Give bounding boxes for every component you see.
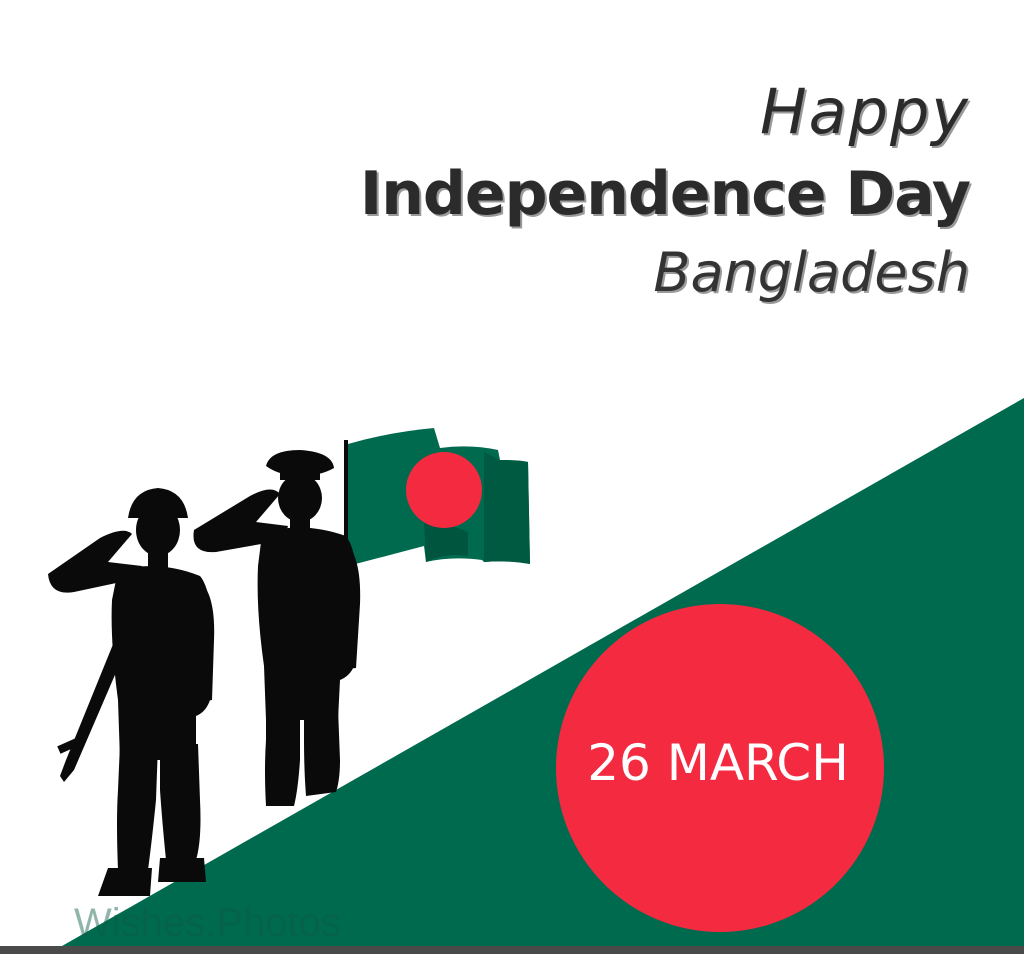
heading-bangladesh: Bangladesh — [653, 241, 970, 304]
watermark-text: Wishes.Photos — [74, 901, 341, 945]
heading-happy: Happy — [759, 75, 970, 148]
heading-independence-day: Independence Day — [359, 159, 970, 229]
soldier-silhouette-right — [193, 450, 360, 806]
bottom-border — [0, 946, 1024, 954]
bangladesh-flag-icon — [348, 428, 530, 566]
greeting-heading — [360, 70, 970, 312]
date-label: 26 MARCH — [587, 734, 849, 792]
soldier-silhouette-left — [48, 488, 214, 896]
